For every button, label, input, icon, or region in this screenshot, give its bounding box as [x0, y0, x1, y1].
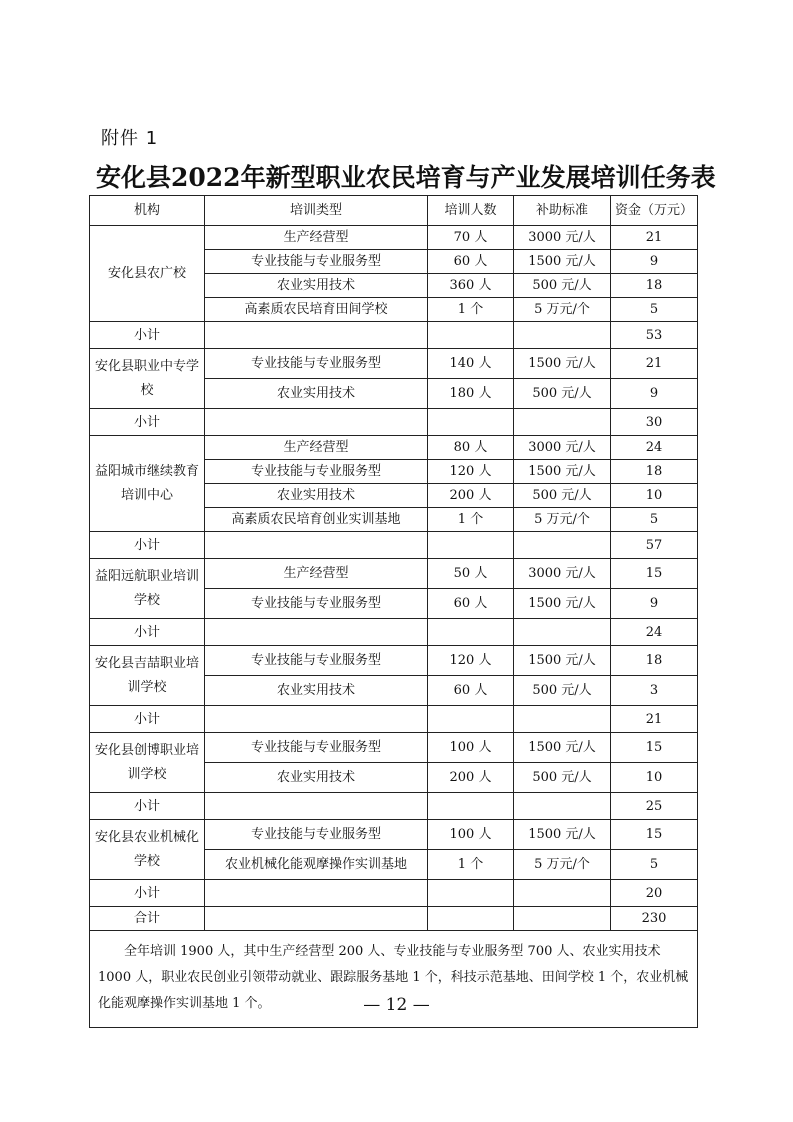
- standard-cell: 3000 元/人: [514, 436, 611, 460]
- empty-cell: [428, 880, 514, 907]
- attachment-label: 附件 1: [101, 128, 159, 149]
- subtotal-value: 20: [611, 880, 698, 907]
- table-row: [90, 226, 698, 250]
- org-cell: 安化县吉喆职业培训学校: [90, 646, 205, 706]
- funds-cell: 15: [611, 559, 698, 589]
- people-cell: 80 人: [428, 436, 514, 460]
- page-number: — 12 —: [363, 995, 430, 1015]
- training-type-cell: 高素质农民培育创业实训基地: [205, 508, 428, 532]
- empty-cell: [205, 706, 428, 733]
- column-header: 补助标准: [514, 196, 611, 226]
- total-value: 230: [611, 907, 698, 931]
- subtotal-label: 小计: [90, 532, 205, 559]
- empty-cell: [514, 793, 611, 820]
- subtotal-value: 53: [611, 322, 698, 349]
- people-cell: 360 人: [428, 274, 514, 298]
- empty-cell: [514, 880, 611, 907]
- empty-cell: [205, 880, 428, 907]
- empty-cell: [205, 409, 428, 436]
- table-row: [90, 436, 698, 460]
- standard-cell: 500 元/人: [514, 274, 611, 298]
- standard-cell: 1500 元/人: [514, 589, 611, 619]
- empty-cell: [514, 322, 611, 349]
- funds-cell: 10: [611, 763, 698, 793]
- empty-cell: [428, 907, 514, 931]
- people-cell: 100 人: [428, 820, 514, 850]
- subtotal-row: [90, 619, 698, 646]
- total-label: 合计: [90, 907, 205, 931]
- people-cell: 60 人: [428, 250, 514, 274]
- training-type-cell: 专业技能与专业服务型: [205, 349, 428, 379]
- funds-cell: 18: [611, 274, 698, 298]
- standard-cell: 3000 元/人: [514, 226, 611, 250]
- people-cell: 200 人: [428, 763, 514, 793]
- funds-cell: 24: [611, 436, 698, 460]
- training-type-cell: 农业实用技术: [205, 274, 428, 298]
- people-cell: 180 人: [428, 379, 514, 409]
- funds-cell: 21: [611, 349, 698, 379]
- subtotal-row: [90, 322, 698, 349]
- standard-cell: 5 万元/个: [514, 508, 611, 532]
- column-header: 机构: [90, 196, 205, 226]
- subtotal-row: [90, 793, 698, 820]
- empty-cell: [428, 793, 514, 820]
- standard-cell: 3000 元/人: [514, 559, 611, 589]
- empty-cell: [205, 907, 428, 931]
- training-type-cell: 生产经营型: [205, 436, 428, 460]
- summary-note-text: 全年培训 1900 人，其中生产经营型 200 人、专业技能与专业服务型 700 人、农业实用技术 1000 人，职业农民创业引领带动就业、跟踪服务基地 1 个，科技示范基地、田间学校 1 个，农业机械化能观摩操作实训基地 1 个。: [98, 944, 689, 1011]
- empty-cell: [514, 619, 611, 646]
- table-row: [90, 349, 698, 379]
- standard-cell: 5 万元/个: [514, 298, 611, 322]
- funds-cell: 9: [611, 379, 698, 409]
- funds-cell: 15: [611, 733, 698, 763]
- standard-cell: 500 元/人: [514, 763, 611, 793]
- subtotal-value: 30: [611, 409, 698, 436]
- funds-cell: 5: [611, 850, 698, 880]
- empty-cell: [428, 706, 514, 733]
- training-type-cell: 农业实用技术: [205, 379, 428, 409]
- table-row: [90, 646, 698, 676]
- empty-cell: [205, 532, 428, 559]
- standard-cell: 5 万元/个: [514, 850, 611, 880]
- people-cell: 60 人: [428, 676, 514, 706]
- training-type-cell: 专业技能与专业服务型: [205, 589, 428, 619]
- funds-cell: 9: [611, 250, 698, 274]
- org-cell: 安化县职业中专学校: [90, 349, 205, 409]
- standard-cell: 1500 元/人: [514, 349, 611, 379]
- training-type-cell: 农业实用技术: [205, 763, 428, 793]
- standard-cell: 1500 元/人: [514, 820, 611, 850]
- training-type-cell: 专业技能与专业服务型: [205, 646, 428, 676]
- funds-cell: 3: [611, 676, 698, 706]
- training-type-cell: 高素质农民培育田间学校: [205, 298, 428, 322]
- subtotal-label: 小计: [90, 793, 205, 820]
- org-cell: 益阳城市继续教育培训中心: [90, 436, 205, 532]
- standard-cell: 1500 元/人: [514, 646, 611, 676]
- table-row: [90, 733, 698, 763]
- empty-cell: [514, 532, 611, 559]
- header-row: [90, 196, 698, 226]
- total-row: [90, 907, 698, 931]
- column-header: 培训类型: [205, 196, 428, 226]
- subtotal-value: 57: [611, 532, 698, 559]
- subtotal-row: [90, 706, 698, 733]
- people-cell: 120 人: [428, 460, 514, 484]
- standard-cell: 500 元/人: [514, 379, 611, 409]
- funds-cell: 9: [611, 589, 698, 619]
- people-cell: 200 人: [428, 484, 514, 508]
- subtotal-row: [90, 532, 698, 559]
- training-type-cell: 专业技能与专业服务型: [205, 250, 428, 274]
- org-cell: 益阳远航职业培训学校: [90, 559, 205, 619]
- empty-cell: [514, 409, 611, 436]
- subtotal-value: 24: [611, 619, 698, 646]
- funds-cell: 5: [611, 298, 698, 322]
- people-cell: 140 人: [428, 349, 514, 379]
- column-header: 资金（万元）: [611, 196, 698, 226]
- people-cell: 60 人: [428, 589, 514, 619]
- people-cell: 1 个: [428, 850, 514, 880]
- funds-cell: 10: [611, 484, 698, 508]
- table-body: [90, 196, 698, 1028]
- empty-cell: [205, 793, 428, 820]
- training-type-cell: 农业实用技术: [205, 676, 428, 706]
- empty-cell: [428, 409, 514, 436]
- subtotal-label: 小计: [90, 619, 205, 646]
- standard-cell: 1500 元/人: [514, 460, 611, 484]
- funds-cell: 18: [611, 460, 698, 484]
- training-type-cell: 专业技能与专业服务型: [205, 460, 428, 484]
- training-type-cell: 专业技能与专业服务型: [205, 820, 428, 850]
- subtotal-value: 25: [611, 793, 698, 820]
- subtotal-row: [90, 409, 698, 436]
- empty-cell: [514, 706, 611, 733]
- org-cell: 安化县农广校: [90, 226, 205, 322]
- training-type-cell: 专业技能与专业服务型: [205, 733, 428, 763]
- empty-cell: [205, 322, 428, 349]
- standard-cell: 500 元/人: [514, 484, 611, 508]
- funds-cell: 15: [611, 820, 698, 850]
- training-task-table: [89, 195, 698, 1028]
- empty-cell: [205, 619, 428, 646]
- subtotal-label: 小计: [90, 706, 205, 733]
- table-row: [90, 820, 698, 850]
- people-cell: 1 个: [428, 508, 514, 532]
- column-header: 培训人数: [428, 196, 514, 226]
- empty-cell: [428, 619, 514, 646]
- table-row: [90, 559, 698, 589]
- org-cell: 安化县创博职业培训学校: [90, 733, 205, 793]
- standard-cell: 1500 元/人: [514, 733, 611, 763]
- subtotal-label: 小计: [90, 409, 205, 436]
- subtotal-label: 小计: [90, 880, 205, 907]
- training-type-cell: 农业机械化能观摩操作实训基地: [205, 850, 428, 880]
- empty-cell: [428, 532, 514, 559]
- standard-cell: 1500 元/人: [514, 250, 611, 274]
- standard-cell: 500 元/人: [514, 676, 611, 706]
- org-cell: 安化县农业机械化学校: [90, 820, 205, 880]
- funds-cell: 21: [611, 226, 698, 250]
- training-type-cell: 生产经营型: [205, 226, 428, 250]
- subtotal-label: 小计: [90, 322, 205, 349]
- empty-cell: [514, 907, 611, 931]
- empty-cell: [428, 322, 514, 349]
- people-cell: 70 人: [428, 226, 514, 250]
- subtotal-row: [90, 880, 698, 907]
- people-cell: 120 人: [428, 646, 514, 676]
- document-title: 安化县2022年新型职业农民培育与产业发展培训任务表: [96, 163, 716, 192]
- funds-cell: 18: [611, 646, 698, 676]
- training-type-cell: 生产经营型: [205, 559, 428, 589]
- people-cell: 1 个: [428, 298, 514, 322]
- funds-cell: 5: [611, 508, 698, 532]
- people-cell: 100 人: [428, 733, 514, 763]
- people-cell: 50 人: [428, 559, 514, 589]
- training-type-cell: 农业实用技术: [205, 484, 428, 508]
- subtotal-value: 21: [611, 706, 698, 733]
